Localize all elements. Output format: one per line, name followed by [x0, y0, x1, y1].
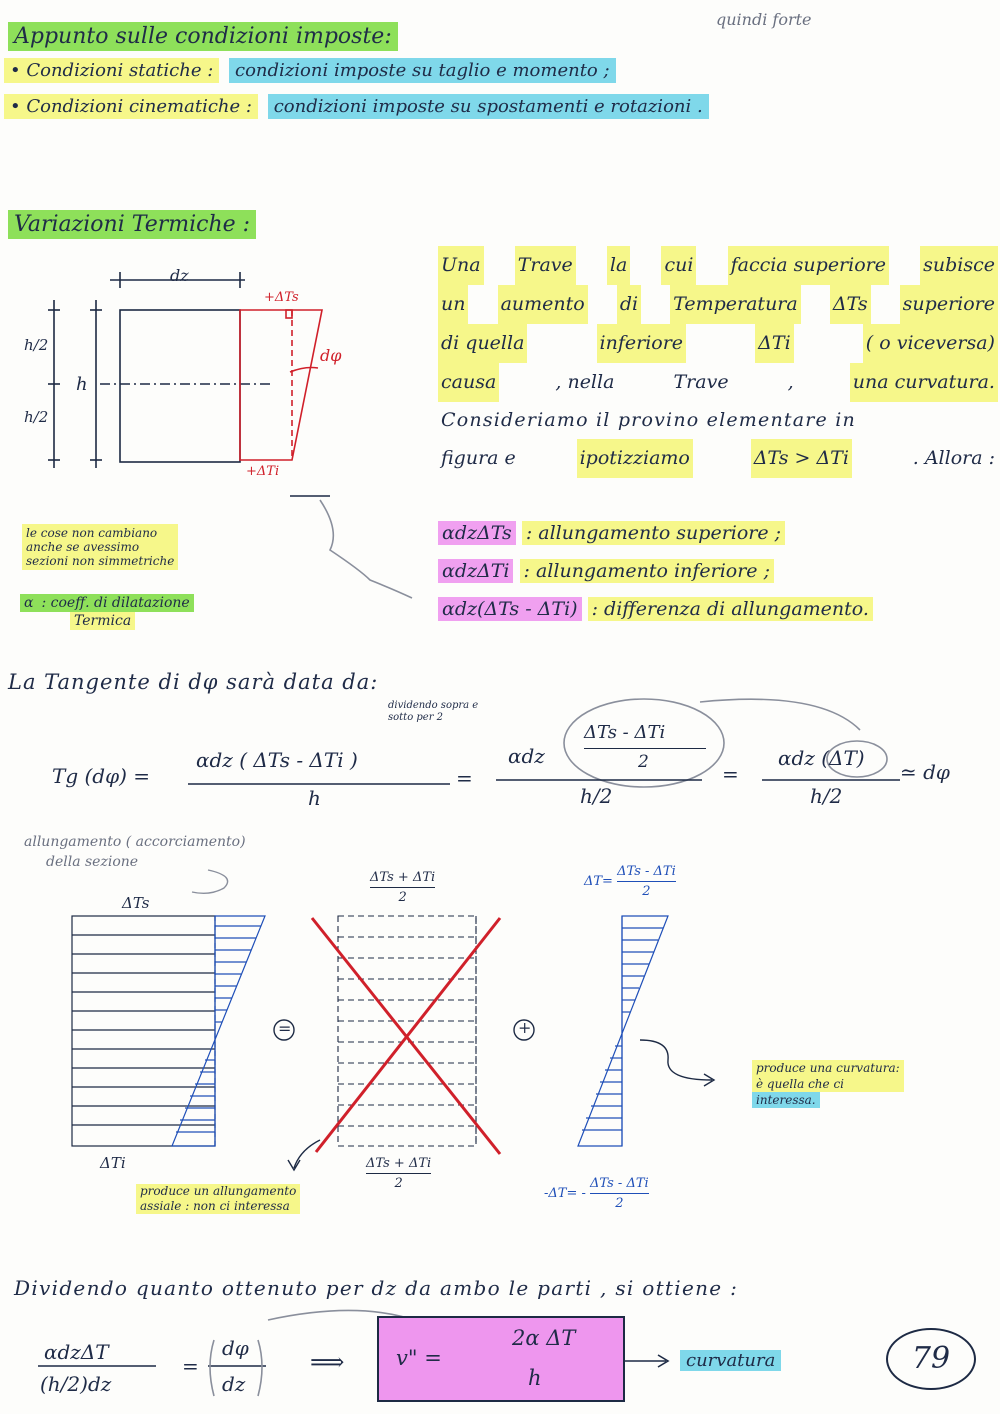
diagram-middle — [338, 916, 476, 1146]
frac-bar — [366, 1173, 431, 1174]
final-mid-den: dz — [222, 1372, 246, 1396]
tangent-eq2: = — [722, 762, 739, 786]
alpha-text: : coeff. di dilatazione — [37, 594, 193, 612]
p-word: un — [438, 285, 468, 324]
dTs-label: +ΔTs — [264, 290, 299, 305]
p-word: cui — [661, 246, 696, 285]
tangent-eq1: = — [456, 766, 473, 790]
h-half-bottom-label: h/2 — [24, 408, 49, 426]
p-word: ΔTi — [755, 324, 793, 363]
box-lhs: v" = — [396, 1346, 442, 1370]
tangent-note — [388, 700, 478, 724]
elong-expr: αdzΔTi — [438, 559, 513, 583]
tangent-intro: La Tangente di dφ sarà data da: — [8, 670, 379, 694]
cross-out-red — [312, 918, 500, 1154]
note-line: interessa. — [752, 1092, 820, 1108]
diagram-caption — [24, 832, 246, 872]
note-line: produce una curvatura: — [752, 1060, 904, 1076]
note-line: anche se avessimo — [26, 540, 140, 554]
p-word: figura e — [441, 447, 516, 469]
elong-expr: αdz(ΔTs - ΔTi) — [438, 597, 582, 621]
dTs-diagram-label: ΔTs — [122, 894, 150, 912]
p-word: ( o viceversa) — [863, 324, 998, 363]
kinematic-label: Condizioni cinematiche : — [26, 96, 252, 117]
frac-num: ΔTs + ΔTi — [366, 1156, 432, 1171]
dTi-diagram-label: ΔTi — [100, 1154, 126, 1172]
p-word: superiore — [900, 285, 998, 324]
box-num: 2α ΔT — [512, 1326, 576, 1350]
formula-bars — [188, 699, 900, 787]
frac-bar — [370, 887, 435, 888]
p-word: la — [607, 246, 630, 285]
tangent-num3: αdz (ΔT) — [778, 746, 865, 770]
frac-lhs: -ΔT= - — [544, 1186, 586, 1201]
symmetry-note — [22, 524, 178, 570]
note-line: assiale : non ci interessa — [136, 1199, 300, 1214]
h-label: h — [76, 374, 88, 395]
note-line: sotto per 2 — [388, 712, 444, 723]
inner-bar — [584, 748, 706, 749]
final-intro: Dividendo quanto ottenuto per dz da ambo le parti , si ottiene : — [14, 1276, 739, 1300]
p-word: una curvatura. — [850, 363, 998, 402]
frac-num: ΔTs - ΔTi — [590, 1176, 649, 1191]
curvature-label: curvatura — [680, 1350, 781, 1371]
elong-text: : allungamento superiore ; — [522, 521, 785, 545]
p-word: Trave — [673, 371, 729, 393]
note-line: sezioni non simmetriche — [26, 554, 175, 568]
margin-note: quindi forte — [716, 10, 812, 29]
section-title: Variazioni Termiche : — [8, 210, 256, 239]
dz-label: dz — [170, 266, 189, 285]
diagram-left — [72, 916, 215, 1146]
alpha-text2: Termica — [70, 612, 135, 630]
tangent-num2-left: αdz — [508, 744, 545, 768]
frac-den: 2 — [398, 890, 407, 905]
p-word: inferiore — [597, 324, 687, 363]
notes-title: Appunto sulle condizioni imposte: — [8, 22, 398, 51]
elong-text: : allungamento inferiore ; — [520, 559, 774, 583]
p-word: Trave — [515, 246, 576, 285]
mid-top-fraction — [370, 870, 435, 905]
tangent-approx: ≃ dφ — [900, 760, 950, 784]
elong-expr: αdzΔTs — [438, 521, 516, 545]
axial-note — [136, 1184, 300, 1214]
p-word: causa — [438, 363, 499, 402]
p-word: aumento — [498, 285, 588, 324]
p-word: faccia superiore — [728, 246, 889, 285]
p-word: , nella — [555, 371, 615, 393]
h-half-top-label: h/2 — [24, 336, 49, 354]
diagram-right — [578, 916, 668, 1146]
diagram-arrows — [192, 870, 714, 1170]
elongation-list — [438, 514, 873, 628]
note-line: le cose non cambiano — [26, 526, 158, 540]
elong-text: : differenza di allungamento. — [588, 597, 873, 621]
static-text: condizioni imposte su taglio e momento ; — [229, 58, 616, 83]
p-word: ΔTs — [830, 285, 871, 324]
p-word: , — [787, 371, 794, 393]
note-line: è quella che ci — [752, 1076, 904, 1092]
note-line: dividendo sopra e — [388, 700, 479, 711]
frac-lhs: ΔT= — [584, 874, 613, 889]
tangent-inner-den: 2 — [638, 752, 649, 772]
static-label: Condizioni statiche : — [26, 60, 214, 81]
p-word: Una — [438, 246, 484, 285]
frac-den: 2 — [615, 1196, 624, 1211]
deformation-red — [240, 310, 322, 460]
note-line: produce un allungamento — [136, 1184, 300, 1199]
final-mid-num: dφ — [222, 1336, 249, 1360]
final-lhs-den: (h/2)dz — [40, 1372, 112, 1396]
box-den: h — [528, 1366, 542, 1390]
frac-den: 2 — [394, 1176, 403, 1191]
mid-bottom-fraction — [366, 1156, 431, 1191]
tangent-num1: αdz ( ΔTs - ΔTi ) — [196, 748, 358, 772]
p-word: Temperatura — [670, 285, 801, 324]
kinematic-conditions-row: • Condizioni cinematiche : condizioni imposte su spostamenti e rotazioni . — [4, 96, 709, 117]
frac-num: ΔTs - ΔTi — [617, 864, 676, 879]
right-bottom-label — [544, 1176, 649, 1211]
implies-arrow: ⟹ — [310, 1348, 345, 1376]
page-number: 79 — [886, 1328, 976, 1390]
p-word: di — [617, 285, 641, 324]
plus-sign: + — [518, 1018, 532, 1037]
tangent-den2: h/2 — [580, 784, 613, 808]
alpha-note — [20, 594, 194, 630]
final-lhs-num: αdzΔT — [44, 1340, 109, 1364]
final-eq: = — [182, 1354, 199, 1378]
tangent-lhs: Tg (dφ) = — [52, 764, 151, 788]
p-word: di quella — [438, 324, 527, 363]
caption-line: allungamento ( accorciamento) — [24, 834, 246, 850]
caption-line: della sezione — [46, 854, 139, 870]
p-word: . Allora : — [912, 447, 995, 469]
static-conditions-row: • Condizioni statiche : condizioni imposte su taglio e momento ; — [4, 60, 616, 81]
frac-num: ΔTs + ΔTi — [370, 870, 436, 885]
p-word: ipotizziamo — [577, 439, 693, 478]
p-word: ΔTs > ΔTi — [751, 439, 852, 478]
p-word: subisce — [920, 246, 998, 285]
tangent-den3: h/2 — [810, 784, 843, 808]
dphi-label: dφ — [320, 346, 342, 365]
right-top-label — [584, 864, 676, 899]
tangent-den1: h — [308, 786, 321, 810]
p-line: Consideriamo il provino elementare in — [441, 409, 856, 431]
equals-sign: = — [278, 1019, 292, 1038]
description-paragraph — [438, 246, 998, 478]
diagram-left-blue — [172, 916, 265, 1146]
tangent-inner-num: ΔTs - ΔTi — [584, 722, 666, 743]
curvature-note — [752, 1060, 904, 1108]
dTi-label: +ΔTi — [246, 464, 280, 479]
alpha-symbol: α — [20, 594, 37, 612]
frac-den: 2 — [642, 884, 651, 899]
kinematic-text: condizioni imposte su spostamenti e rotazioni . — [268, 94, 709, 119]
